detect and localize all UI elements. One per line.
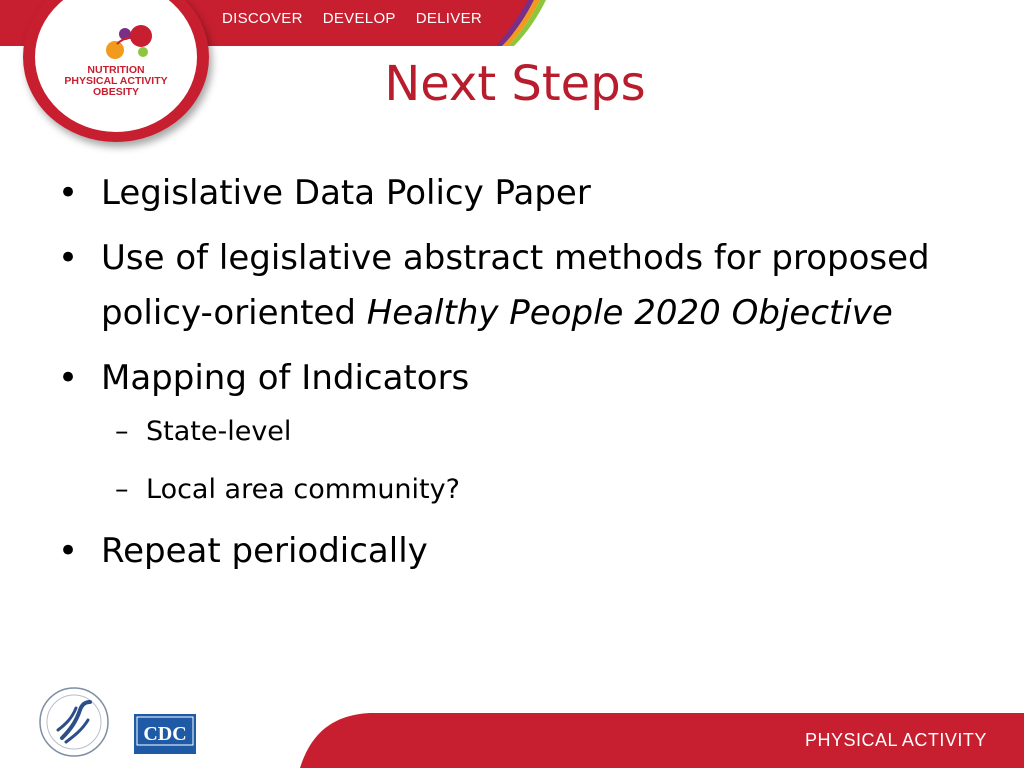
logo-inner-circle xyxy=(35,0,197,132)
nav-discover: DISCOVER xyxy=(222,10,303,27)
cdc-logo-text: CDC xyxy=(143,723,187,745)
logo-line-nutrition: NUTRITION xyxy=(87,64,145,76)
bullet-item xyxy=(58,524,978,579)
cdc-logo xyxy=(134,714,196,754)
sub-bullet-text: Local area community? xyxy=(146,474,460,505)
sub-bullet-item xyxy=(58,412,978,452)
bullet-dot-icon: • xyxy=(58,173,79,213)
bullet-dot-icon: • xyxy=(58,238,79,278)
logo-dots-icon xyxy=(97,22,157,62)
hhs-seal-icon xyxy=(36,684,112,760)
dash-icon: – xyxy=(115,474,129,505)
sub-bullet-text: State-level xyxy=(146,416,292,447)
bullet-list xyxy=(58,166,978,589)
npao-logo-badge xyxy=(23,0,209,142)
bullet-text: Use of legislative abstract methods for proposed policy-oriented xyxy=(101,238,930,333)
bullet-text-italic: Healthy People 2020 Objective xyxy=(366,293,893,333)
logo-line-physical-activity: PHYSICAL ACTIVITY xyxy=(64,75,168,87)
bullet-dot-icon: • xyxy=(58,531,79,571)
bullet-item xyxy=(58,351,978,406)
bullet-text: Repeat periodically xyxy=(101,531,428,571)
logo-text xyxy=(35,65,197,98)
bullet-item xyxy=(58,166,978,221)
bullet-item xyxy=(58,231,978,341)
nav-deliver: DELIVER xyxy=(415,10,483,27)
header-nav xyxy=(222,10,482,27)
footer-label: PHYSICAL ACTIVITY xyxy=(805,730,987,750)
nav-develop: DEVELOP xyxy=(322,10,396,27)
cdc-logo-icon xyxy=(134,714,196,754)
dash-icon: – xyxy=(115,416,129,447)
bullet-dot-icon: • xyxy=(58,358,79,398)
slide-title: Next Steps xyxy=(384,56,646,112)
logo-line-obesity: OBESITY xyxy=(92,86,140,98)
bullet-text: Legislative Data Policy Paper xyxy=(101,173,591,213)
sub-bullet-item xyxy=(58,470,978,510)
bullet-text: Mapping of Indicators xyxy=(101,358,470,398)
